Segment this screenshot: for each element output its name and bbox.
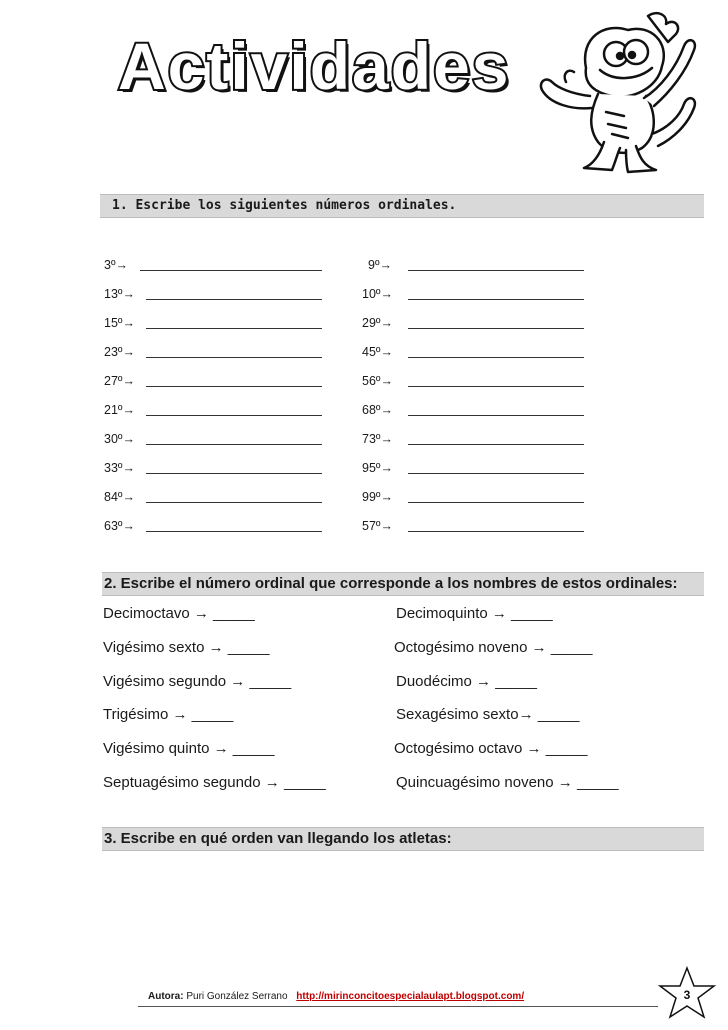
ordinal-right-label: 9º→ bbox=[368, 258, 393, 272]
answer-line[interactable] bbox=[408, 444, 584, 445]
answer-line[interactable] bbox=[146, 386, 322, 387]
ordinal-right-label: 10º→ bbox=[362, 287, 393, 301]
answer-line[interactable] bbox=[408, 270, 584, 271]
footer-divider bbox=[138, 1006, 658, 1007]
garfield-cartoon-illustration bbox=[528, 8, 708, 188]
author-label: Autora: bbox=[148, 991, 184, 1002]
answer-line[interactable] bbox=[146, 444, 322, 445]
page-number: 3 bbox=[683, 988, 691, 1002]
ordinal-name-left[interactable]: Vigésimo quinto → _____ bbox=[103, 740, 275, 758]
answer-line[interactable] bbox=[140, 270, 322, 271]
ordinal-row bbox=[104, 490, 604, 508]
answer-line[interactable] bbox=[408, 386, 584, 387]
answer-line[interactable] bbox=[146, 531, 322, 532]
ordinal-right-label: 29º→ bbox=[362, 316, 393, 330]
ordinal-left-label: 63º→ bbox=[104, 519, 135, 533]
section-3-heading: 3. Escribe en qué orden van llegando los atletas: bbox=[102, 827, 704, 851]
ordinal-row bbox=[104, 287, 604, 305]
answer-line[interactable] bbox=[408, 473, 584, 474]
answer-line[interactable] bbox=[408, 502, 584, 503]
ordinal-right-label: 95º→ bbox=[362, 461, 393, 475]
ordinal-right-label: 99º→ bbox=[362, 490, 393, 504]
answer-line[interactable] bbox=[408, 299, 584, 300]
ordinal-left-label: 13º→ bbox=[104, 287, 135, 301]
ordinal-left-label: 3º→ bbox=[104, 258, 129, 272]
ordinal-left-label: 23º→ bbox=[104, 345, 135, 359]
ordinal-left-label: 27º→ bbox=[104, 374, 135, 388]
answer-line[interactable] bbox=[146, 473, 322, 474]
footer-credit bbox=[148, 991, 524, 1002]
ordinal-row bbox=[104, 374, 604, 392]
ordinal-left-label: 15º→ bbox=[104, 316, 135, 330]
ordinal-name-left[interactable]: Vigésimo sexto → _____ bbox=[103, 638, 270, 656]
ordinal-row bbox=[104, 519, 604, 537]
ordinal-name-right[interactable]: Octogésimo noveno → _____ bbox=[394, 638, 593, 656]
ordinal-row bbox=[104, 432, 604, 450]
answer-line[interactable] bbox=[408, 328, 584, 329]
ordinal-right-label: 68º→ bbox=[362, 403, 393, 417]
ordinal-left-label: 84º→ bbox=[104, 490, 135, 504]
answer-line[interactable] bbox=[408, 415, 584, 416]
ordinal-right-label: 73º→ bbox=[362, 432, 393, 446]
page-title: Actividades bbox=[118, 29, 511, 103]
section-2-heading: 2. Escribe el número ordinal que corresponde a los nombres de estos ordinales: bbox=[102, 572, 704, 596]
ordinal-row bbox=[104, 316, 604, 334]
page-number-star bbox=[656, 966, 718, 1020]
section-1-heading: 1. Escribe los siguientes números ordinales. bbox=[100, 194, 704, 218]
ordinal-name-right[interactable]: Sexagésimo sexto→ _____ bbox=[396, 706, 580, 724]
ordinal-left-label: 30º→ bbox=[104, 432, 135, 446]
ordinal-right-label: 45º→ bbox=[362, 345, 393, 359]
answer-line[interactable] bbox=[146, 299, 322, 300]
ordinal-name-left[interactable]: Decimoctavo → _____ bbox=[103, 605, 255, 622]
ordinal-name-left[interactable]: Trigésimo → _____ bbox=[103, 706, 234, 724]
ordinal-name-right[interactable]: Decimoquinto → _____ bbox=[396, 605, 553, 622]
blog-link[interactable]: http://mirinconcitoespecialaulapt.blogspot.com/ bbox=[296, 991, 525, 1002]
ordinal-right-label: 56º→ bbox=[362, 374, 393, 388]
ordinal-row bbox=[104, 258, 604, 276]
ordinal-row bbox=[104, 461, 604, 479]
answer-line[interactable] bbox=[408, 531, 584, 532]
answer-line[interactable] bbox=[408, 357, 584, 358]
ordinal-row bbox=[104, 403, 604, 421]
ordinal-name-left[interactable]: Vigésimo segundo → _____ bbox=[103, 672, 292, 690]
ordinal-name-right[interactable]: Quincuagésimo noveno → _____ bbox=[396, 774, 619, 791]
ordinal-left-label: 33º→ bbox=[104, 461, 135, 475]
ordinal-right-label: 57º→ bbox=[362, 519, 393, 533]
answer-line[interactable] bbox=[146, 328, 322, 329]
answer-line[interactable] bbox=[146, 357, 322, 358]
author-name: Puri González Serrano bbox=[186, 991, 288, 1002]
ordinal-name-left[interactable]: Septuagésimo segundo → _____ bbox=[103, 774, 326, 791]
ordinal-name-right[interactable]: Octogésimo octavo → _____ bbox=[394, 740, 588, 758]
ordinal-row bbox=[104, 345, 604, 363]
ordinal-name-right[interactable]: Duodécimo → _____ bbox=[396, 672, 537, 690]
answer-line[interactable] bbox=[146, 415, 322, 416]
answer-line[interactable] bbox=[146, 502, 322, 503]
ordinal-left-label: 21º→ bbox=[104, 403, 135, 417]
